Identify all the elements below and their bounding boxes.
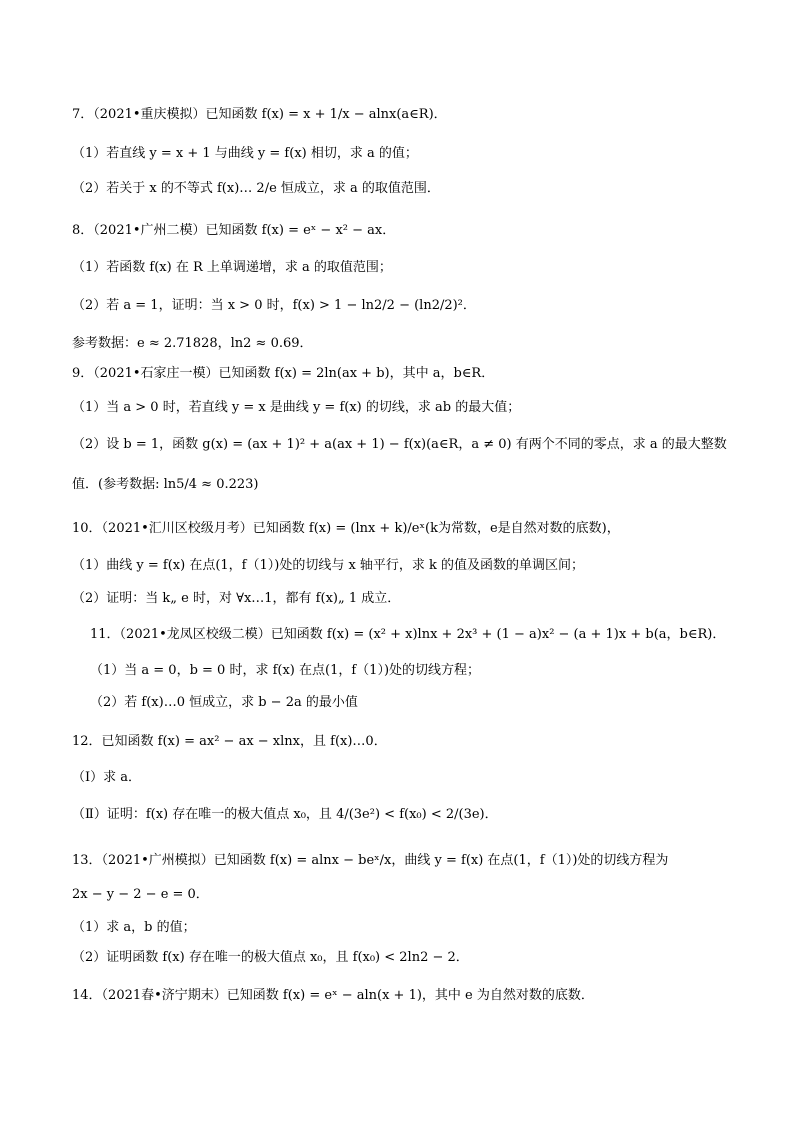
problem-8-part-1: （1）若函数 f(x) 在 R 上单调递增，求 a 的取值范围； — [72, 260, 392, 275]
problem-8-stem: 8．（2021•广州二模）已知函数 f(x) = eˣ − x² − ax． — [72, 223, 396, 238]
problem-13-part-1: （1）求 a，b 的值； — [72, 920, 196, 935]
problem-9-stem: 9．（2021•石家庄一模）已知函数 f(x) = 2ln(ax + b)，其中 a，b∈R． — [72, 366, 495, 381]
problem-12-stem: 12．已知函数 f(x) = ax² − ax − xlnx，且 f(x)…0． — [72, 734, 387, 749]
problem-12-part-1: （Ⅰ）求 a． — [72, 770, 142, 785]
problem-7-part-2: （2）若关于 x 的不等式 f(x)… 2/e 恒成立，求 a 的取值范围． — [72, 181, 440, 196]
problem-11-stem: 11．（2021•龙凤区校级二模）已知函数 f(x) = (x² + x)lnx + 2x³ + (1 − a)x² − (a + 1)x + b(a，b∈R)． — [90, 627, 726, 642]
problem-9-part-2-cont: 值．(参考数据: ln5/4 ≈ 0.223) — [72, 477, 259, 492]
problem-8-reference-data: 参考数据：e ≈ 2.71828，ln2 ≈ 0.69． — [72, 336, 313, 351]
problem-7-stem: 7．（2021•重庆模拟）已知函数 f(x) = x + 1/x − alnx(a∈R)． — [72, 107, 447, 122]
problem-13-stem: 13．（2021•广州模拟）已知函数 f(x) = alnx − beˣ/x，曲线 y = f(x) 在点(1，f（1）)处的切线方程为 — [72, 853, 669, 868]
problem-10-stem: 10．（2021•汇川区校级月考）已知函数 f(x) = (lnx + k)/eˣ(k为常数，e是自然对数的底数)， — [72, 521, 620, 536]
problem-10-part-2: （2）证明：当 k„ e 时，对 ∀x…1，都有 f(x)„ 1 成立． — [72, 591, 401, 606]
problem-13-part-2: （2）证明函数 f(x) 存在唯一的极大值点 x₀，且 f(x₀) < 2ln2 − 2． — [72, 950, 469, 965]
problem-12-part-2: （Ⅱ）证明：f(x) 存在唯一的极大值点 x₀，且 4/(3e²) < f(x₀) < 2/(3e)． — [72, 807, 498, 822]
problem-10-part-1: （1）曲线 y = f(x) 在点(1，f（1）)处的切线与 x 轴平行，求 k 的值及函数的单调区间； — [72, 558, 585, 573]
problem-7-part-1: （1）若直线 y = x + 1 与曲线 y = f(x) 相切，求 a 的值； — [72, 146, 418, 161]
problem-9-part-1: （1）当 a > 0 时，若直线 y = x 是曲线 y = f(x) 的切线，求 ab 的最大值； — [72, 400, 521, 415]
problem-14-stem: 14．（2021春•济宁期末）已知函数 f(x) = eˣ − aln(x + 1)，其中 e 为自然对数的底数． — [72, 988, 594, 1003]
problem-8-part-2: （2）若 a = 1，证明：当 x > 0 时，f(x) > 1 − ln2/2 − (ln2/2)²． — [72, 298, 476, 313]
problem-11-part-2: （2）若 f(x)…0 恒成立，求 b − 2a 的最小值 — [90, 695, 358, 710]
problem-9-part-2: （2）设 b = 1，函数 g(x) = (ax + 1)² + a(ax + 1) − f(x)(a∈R，a ≠ 0) 有两个不同的零点，求 a 的最大整数 — [72, 437, 727, 452]
problem-11-part-1: （1）当 a = 0，b = 0 时，求 f(x) 在点(1，f（1）)处的切线方程； — [90, 663, 481, 678]
problem-13-stem-cont: 2x − y − 2 − e = 0． — [72, 887, 209, 902]
